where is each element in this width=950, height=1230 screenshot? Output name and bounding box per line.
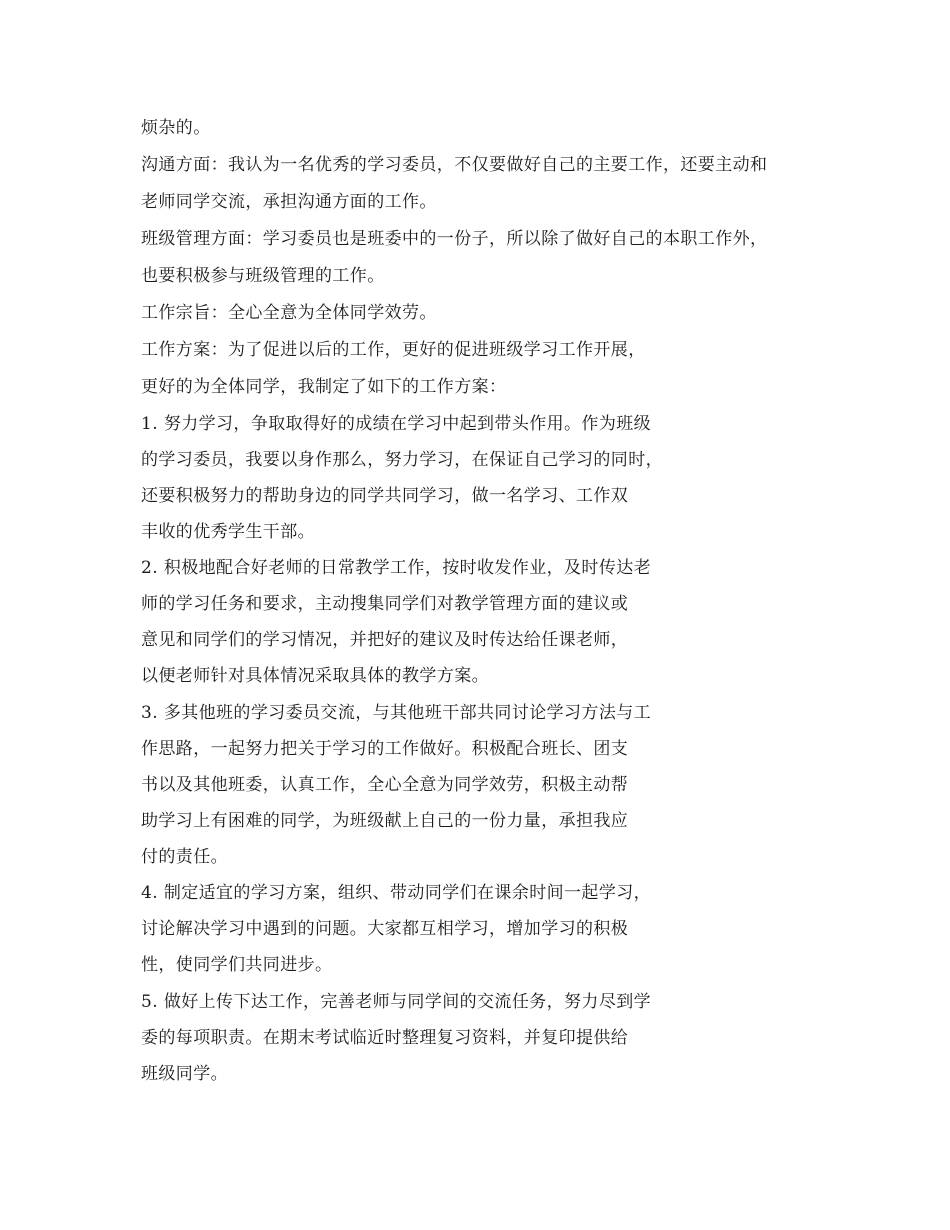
text-line: 老师同学交流，承担沟通方面的工作。 [141, 192, 437, 212]
text-line: 还要积极努力的帮助身边的同学共同学习，做一名学习、工作双 [141, 486, 629, 506]
text-line: 4. 制定适宜的学习方案，组织、带动同学们在课余时间一起学习， [141, 883, 652, 903]
text-line: 5. 做好上传下达工作，完善老师与同学间的交流任务，努力尽到学 [141, 992, 652, 1012]
text-line: 工作宗旨：全心全意为全体同学效劳。 [141, 303, 437, 323]
text-line: 3. 多其他班的学习委员交流，与其他班干部共同讨论学习方法与工 [141, 703, 652, 723]
text-line: 付的责任。 [141, 847, 228, 867]
text-line: 班级同学。 [141, 1064, 228, 1084]
text-line: 工作方案：为了促进以后的工作，更好的促进班级学习工作开展， [141, 340, 646, 360]
text-line: 师的学习任务和要求，主动搜集同学们对教学管理方面的建议或 [141, 594, 629, 614]
text-line: 委的每项职责。在期末考试临近时整理复习资料，并复印提供给 [141, 1028, 629, 1048]
text-line: 书以及其他班委，认真工作，全心全意为同学效劳，积极主动帮 [141, 775, 629, 795]
text-line: 2. 积极地配合好老师的日常教学工作，按时收发作业，及时传达老 [141, 558, 652, 578]
text-line: 性，使同学们共同进步。 [141, 955, 333, 975]
text-line: 1. 努力学习，争取取得好的成绩在学习中起到带头作用。作为班级 [141, 414, 652, 434]
text-line: 烦杂的。 [141, 118, 211, 138]
text-line: 以便老师针对具体情况采取具体的教学方案。 [141, 666, 489, 686]
text-line: 更好的为全体同学，我制定了如下的工作方案： [141, 377, 507, 397]
text-line: 讨论解决学习中遇到的问题。大家都互相学习，增加学习的积极 [141, 919, 629, 939]
text-line: 也要积极参与班级管理的工作。 [141, 266, 385, 286]
text-line: 意见和同学们的学习情况，并把好的建议及时传达给任课老师， [141, 630, 629, 650]
text-line: 的学习委员，我要以身作那么，努力学习，在保证自己学习的同时， [141, 450, 663, 470]
text-line: 沟通方面：我认为一名优秀的学习委员，不仅要做好自己的主要工作，还要主动和 [141, 155, 768, 175]
text-line: 丰收的优秀学生干部。 [141, 522, 315, 542]
text-line: 班级管理方面：学习委员也是班委中的一份子，所以除了做好自己的本职工作外， [141, 229, 768, 249]
text-line: 助学习上有困难的同学，为班级献上自己的一份力量，承担我应 [141, 811, 629, 831]
text-line: 作思路，一起努力把关于学习的工作做好。积极配合班长、团支 [141, 739, 629, 759]
